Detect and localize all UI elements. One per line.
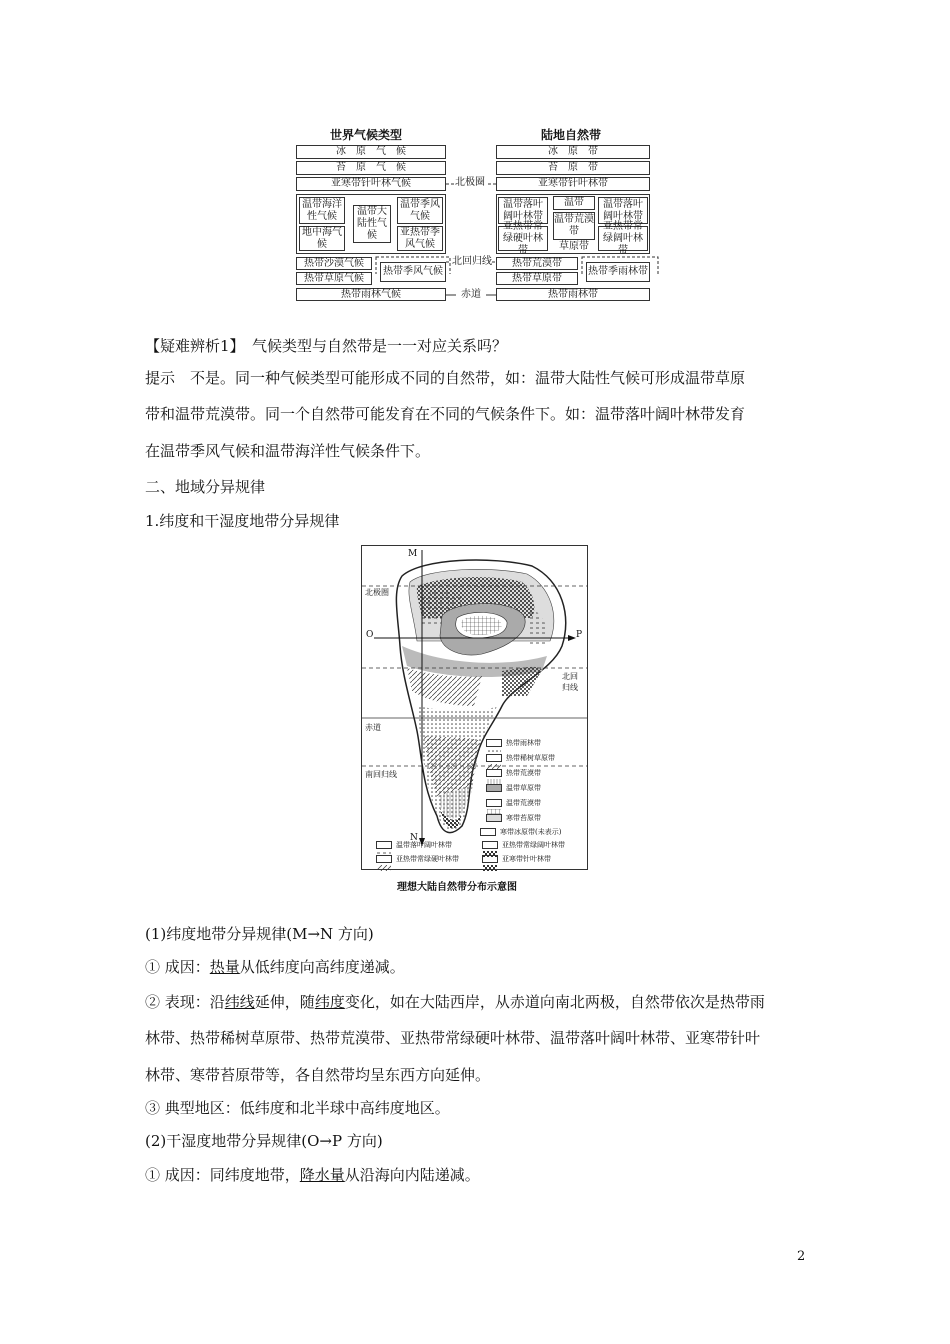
left-tropical-monsoon: 热带季风气候: [380, 262, 446, 282]
desert-label: 温带荒漠带: [554, 214, 594, 237]
p3-mid: 延伸，随: [254, 993, 315, 1011]
right-sclerophyll: 亚热带常绿硬叶林带: [498, 226, 548, 251]
legend-swatch-tundra: [486, 814, 502, 822]
p6-pre: ① 成因：同纬度地带，: [145, 1166, 300, 1184]
p3-pre: ② 表现：沿: [145, 993, 225, 1011]
map-tropic-n1: 北回: [562, 672, 578, 681]
left-monsoon: 温带季风气候: [397, 197, 443, 224]
map-arctic: 北极圈: [365, 588, 389, 597]
left-maritime: 温带海洋性气候: [299, 197, 345, 224]
axis-p: P: [576, 630, 583, 640]
continent-map: [361, 545, 588, 870]
p2-post: 从低纬度向高纬度递减。: [239, 958, 405, 976]
p6-underline: 降水量: [299, 1166, 345, 1184]
q1-line3: 在温带季风气候和温带海洋性气候条件下。: [145, 442, 431, 460]
p6-post: 从沿海向内陆递减。: [344, 1166, 480, 1184]
map-tropic-n2: 归线: [562, 683, 578, 692]
right-tropical-grass: 热带草原带: [496, 272, 578, 285]
left-row-ice: 冰 原 气 候: [296, 145, 446, 159]
left-mediterranean: 地中海气候: [299, 226, 345, 251]
map-caption: 理想大陆自然带分布示意图: [397, 882, 517, 893]
legend-swatch-icecap: [480, 828, 496, 836]
q1-title: 【疑难辨析1】 气候类型与自然带是一一对应关系吗？: [145, 337, 508, 355]
left-tropical-desert: 热带沙漠气候: [296, 257, 372, 270]
legend-swatch-evergreen: [482, 841, 498, 849]
left-continental: 温带大陆性气候: [353, 205, 391, 243]
map-equator: 赤道: [365, 723, 381, 732]
p3-u1: 纬线: [224, 993, 255, 1011]
table-connectors: [446, 170, 496, 300]
p6: [145, 1165, 480, 1185]
p3: [145, 992, 765, 1012]
page-number: 2: [797, 1249, 806, 1264]
mid-tropic: 北回归线: [452, 256, 492, 267]
q1-line2: 带和温带荒漠带。同一个自然带可能发育在不同的气候条件下。如：温带落叶阔叶林带发育: [145, 405, 746, 423]
left-title: 世界气候类型: [330, 128, 403, 142]
legend-grassland: 温带草原带: [506, 784, 541, 792]
left-row-subarctic: 亚寒带针叶林气候: [296, 177, 446, 191]
right-evergreen: 亚热带常绿阔叶林带: [598, 226, 648, 251]
legend-swatch-rainforest: [486, 739, 502, 747]
axis-m: M: [408, 549, 418, 559]
section-heading-2: 二、地域分异规律: [145, 478, 266, 496]
legend-subarctic: 亚寒带针叶林带: [502, 855, 551, 863]
right-temperate-desert: 温带: [553, 196, 595, 210]
legend-swatch-deciduous: [376, 841, 392, 849]
q1-line1: 提示 不是。同一种气候类型可能形成不同的自然带，如：温带大陆性气候可形成温带草原: [145, 369, 746, 387]
p3-u2: 纬度: [314, 993, 345, 1011]
right-row-tundra: 苔 原 带: [496, 161, 650, 175]
legend-swatch-sclerophyll: [376, 855, 392, 863]
legend-tropical-desert: 热带荒漠带: [506, 769, 541, 777]
legend-temp-desert: 温带荒漠带: [506, 799, 541, 807]
legend-deciduous: 温带落叶阔叶林带: [396, 841, 452, 849]
p2-pre: ① 成因：: [145, 958, 210, 976]
axis-n: N: [410, 833, 418, 843]
right-deciduous-w: 温带落叶阔叶林带: [498, 197, 548, 224]
p4: ③ 典型地区：低纬度和北半球中高纬度地区。: [145, 1099, 450, 1117]
legend-savanna: 热带稀树草原带: [506, 754, 555, 762]
legend-sclerophyll: 亚热带常绿硬叶林带: [396, 855, 459, 863]
section-heading-2-1: 1.纬度和干湿度地带分异规律: [145, 512, 340, 530]
mid-equator: 赤道: [461, 289, 481, 300]
legend-tundra: 寒带苔原带: [506, 814, 541, 822]
right-desert-grass: [553, 212, 595, 240]
left-tropical-grass: 热带草原气候: [296, 272, 372, 285]
right-tropical-desert: 热带荒漠带: [496, 257, 578, 270]
legend-swatch-temp-desert: [486, 799, 502, 807]
left-subtropical-monsoon: 亚热带季风气候: [397, 226, 443, 251]
left-rainforest: 热带雨林气候: [296, 288, 446, 301]
mid-arctic: 北极圈: [455, 177, 485, 188]
table-dashed-boxes: [372, 254, 662, 274]
right-deciduous-e: 温带落叶阔叶林带: [598, 197, 648, 224]
right-tropical-monsoon: 热带季雨林带: [586, 262, 650, 282]
axis-o: O: [366, 630, 374, 640]
map-graphic: [362, 546, 587, 869]
legend-swatch-subarctic: [482, 855, 498, 863]
p1: (1)纬度地带分异规律(M→N 方向): [145, 925, 374, 943]
legend-swatch-grassland: [486, 784, 502, 792]
p2-underline: 热量: [209, 958, 240, 976]
right-title: 陆地自然带: [541, 128, 602, 142]
legend-swatch-tropical-desert: [486, 769, 502, 777]
map-tropic-s: 南回归线: [365, 770, 397, 779]
legend-swatch-savanna: [486, 754, 502, 762]
right-grass-label: 草原带: [559, 241, 589, 252]
legend-icecap: 寒带冰原带(未表示): [500, 828, 562, 836]
right-rainforest: 热带雨林带: [496, 288, 650, 301]
p5: (2)干湿度地带分异规律(O→P 方向): [145, 1132, 383, 1150]
p3b: 林带、热带稀树草原带、热带荒漠带、亚热带常绿硬叶林带、温带落叶阔叶林带、亚寒带针叶: [145, 1029, 761, 1047]
legend-rainforest: 热带雨林带: [506, 739, 541, 747]
right-row-ice: 冰 原 带: [496, 145, 650, 159]
p2: [145, 957, 405, 977]
p3c: 林带、寒带苔原带等，各自然带均呈东西方向延伸。: [145, 1066, 491, 1084]
left-row-tundra: 苔 原 气 候: [296, 161, 446, 175]
right-row-subarctic: 亚寒带针叶林带: [496, 177, 650, 191]
p3-post: 变化，如在大陆西岸，从赤道向南北两极，自然带依次是热带雨: [344, 993, 765, 1011]
legend-evergreen: 亚热带常绿阔叶林带: [502, 841, 565, 849]
